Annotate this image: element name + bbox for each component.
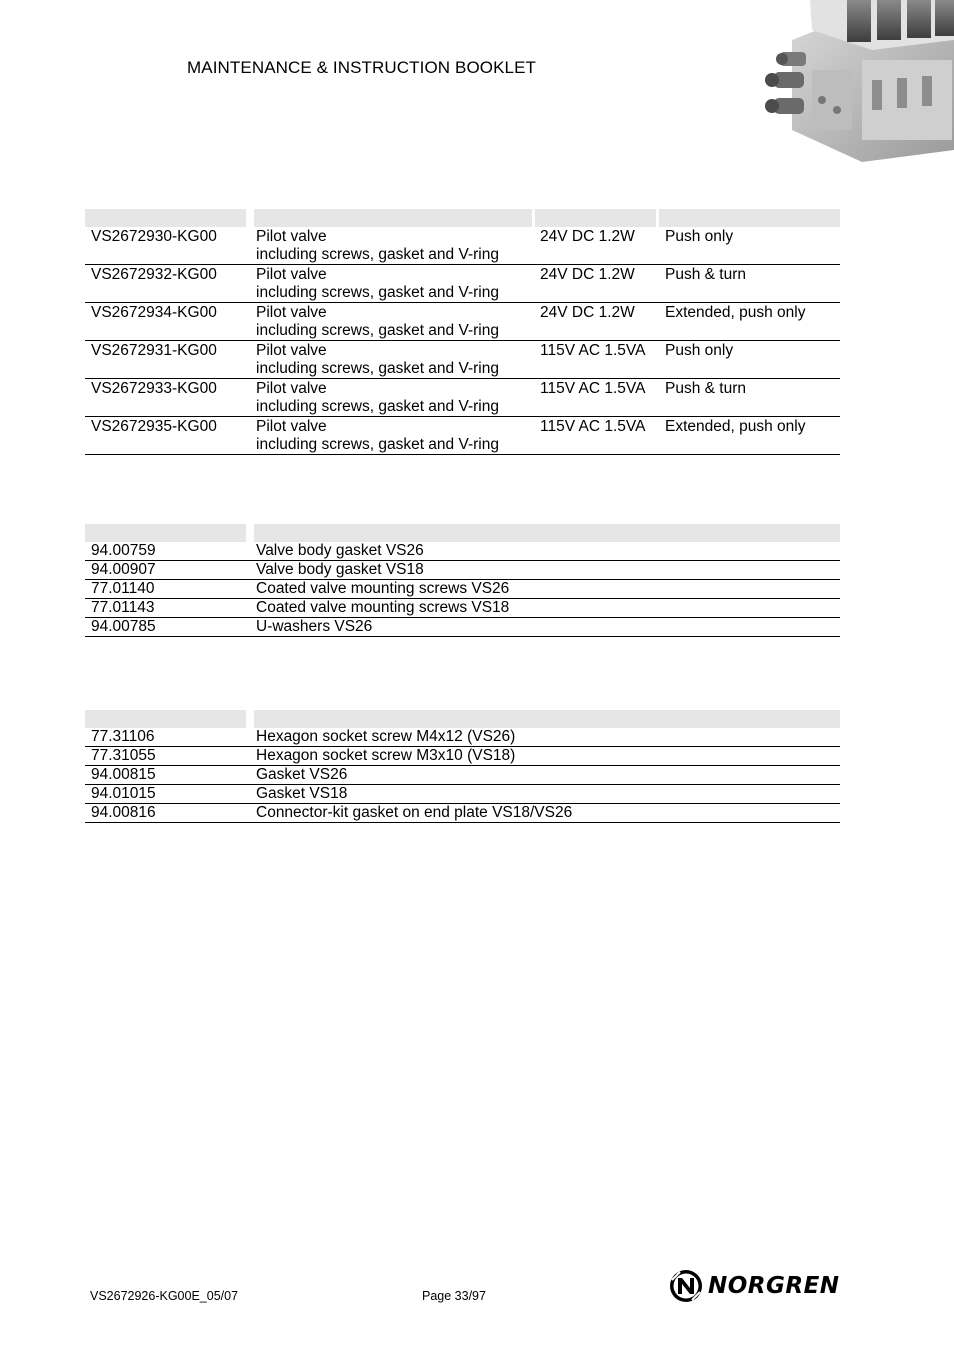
description-line: Pilot valve	[256, 342, 327, 359]
table-row	[85, 804, 840, 823]
table-row	[85, 785, 840, 804]
table-header-band	[85, 524, 840, 542]
part-description: Valve body gasket VS26	[256, 542, 424, 559]
part-description	[256, 418, 499, 454]
part-code: 94.01015	[91, 785, 156, 802]
voltage-rating: 115V AC 1.5VA	[540, 342, 646, 359]
description-line: including screws, gasket and V-ring	[256, 398, 499, 415]
voltage-rating: 115V AC 1.5VA	[540, 418, 646, 435]
part-description	[256, 266, 499, 302]
table-row	[85, 227, 840, 265]
table-row	[85, 618, 840, 637]
part-code: 94.00907	[91, 561, 156, 578]
norgren-logo-icon	[668, 1268, 842, 1304]
valve-manifold-image	[752, 0, 954, 162]
override-type: Push & turn	[665, 266, 746, 283]
valve-parts-table	[85, 524, 840, 637]
connector-parts-table	[85, 710, 840, 823]
part-code: VS2672930-KG00	[91, 228, 217, 245]
part-description: Coated valve mounting screws VS18	[256, 599, 510, 616]
description-line: including screws, gasket and V-ring	[256, 246, 499, 263]
override-type: Extended, push only	[665, 418, 806, 435]
part-description: Gasket VS26	[256, 766, 348, 783]
part-code: VS2672933-KG00	[91, 380, 217, 397]
part-code: VS2672931-KG00	[91, 342, 217, 359]
page-number: Page 33/97	[422, 1289, 486, 1303]
override-type: Push only	[665, 228, 734, 245]
table-header-band	[85, 209, 840, 227]
voltage-rating: 24V DC 1.2W	[540, 266, 635, 283]
override-type: Push only	[665, 342, 734, 359]
description-line: including screws, gasket and V-ring	[256, 322, 499, 339]
part-code: 77.01143	[91, 599, 155, 616]
description-line: Pilot valve	[256, 418, 327, 435]
table-row	[85, 265, 840, 303]
voltage-rating: 115V AC 1.5VA	[540, 380, 646, 397]
table-row	[85, 728, 840, 747]
description-line: including screws, gasket and V-ring	[256, 284, 499, 301]
part-description	[256, 304, 499, 340]
description-line: Pilot valve	[256, 380, 327, 397]
part-code: VS2672935-KG00	[91, 418, 217, 435]
table-row	[85, 747, 840, 766]
table-row	[85, 542, 840, 561]
description-line: including screws, gasket and V-ring	[256, 360, 499, 377]
override-type: Extended, push only	[665, 304, 806, 321]
table-row	[85, 580, 840, 599]
part-code: VS2672934-KG00	[91, 304, 217, 321]
part-description	[256, 228, 499, 264]
part-description	[256, 342, 499, 378]
part-description: Coated valve mounting screws VS26	[256, 580, 510, 597]
part-code: 77.01140	[91, 580, 155, 597]
table-row	[85, 599, 840, 618]
table-row	[85, 561, 840, 580]
description-line: Pilot valve	[256, 228, 327, 245]
part-description: Valve body gasket VS18	[256, 561, 424, 578]
description-line: Pilot valve	[256, 304, 327, 321]
table-row	[85, 379, 840, 417]
part-code: 77.31106	[91, 728, 155, 745]
table-row	[85, 341, 840, 379]
part-code: 94.00816	[91, 804, 156, 821]
table-row	[85, 417, 840, 455]
booklet-title: MAINTENANCE & INSTRUCTION BOOKLET	[187, 58, 537, 77]
part-description: Hexagon socket screw M4x12 (VS26)	[256, 728, 516, 745]
part-description: Gasket VS18	[256, 785, 348, 802]
part-description	[256, 380, 499, 416]
part-description: Hexagon socket screw M3x10 (VS18)	[256, 747, 516, 764]
part-code: VS2672932-KG00	[91, 266, 217, 283]
part-code: 94.00785	[91, 618, 156, 635]
voltage-rating: 24V DC 1.2W	[540, 228, 635, 245]
part-code: 94.00759	[91, 542, 156, 559]
override-type: Push & turn	[665, 380, 746, 397]
table-header-band	[85, 710, 840, 728]
brand-name: NORGREN	[708, 1273, 840, 1299]
voltage-rating: 24V DC 1.2W	[540, 304, 635, 321]
part-code: 77.31055	[91, 747, 156, 764]
part-code: 94.00815	[91, 766, 156, 783]
table-row	[85, 766, 840, 785]
pilot-valve-table	[85, 209, 840, 455]
table-row	[85, 303, 840, 341]
description-line: including screws, gasket and V-ring	[256, 436, 499, 453]
part-description: Connector-kit gasket on end plate VS18/VS26	[256, 804, 573, 821]
document-reference: VS2672926-KG00E_05/07	[90, 1289, 239, 1303]
description-line: Pilot valve	[256, 266, 327, 283]
part-description: U-washers VS26	[256, 618, 373, 635]
